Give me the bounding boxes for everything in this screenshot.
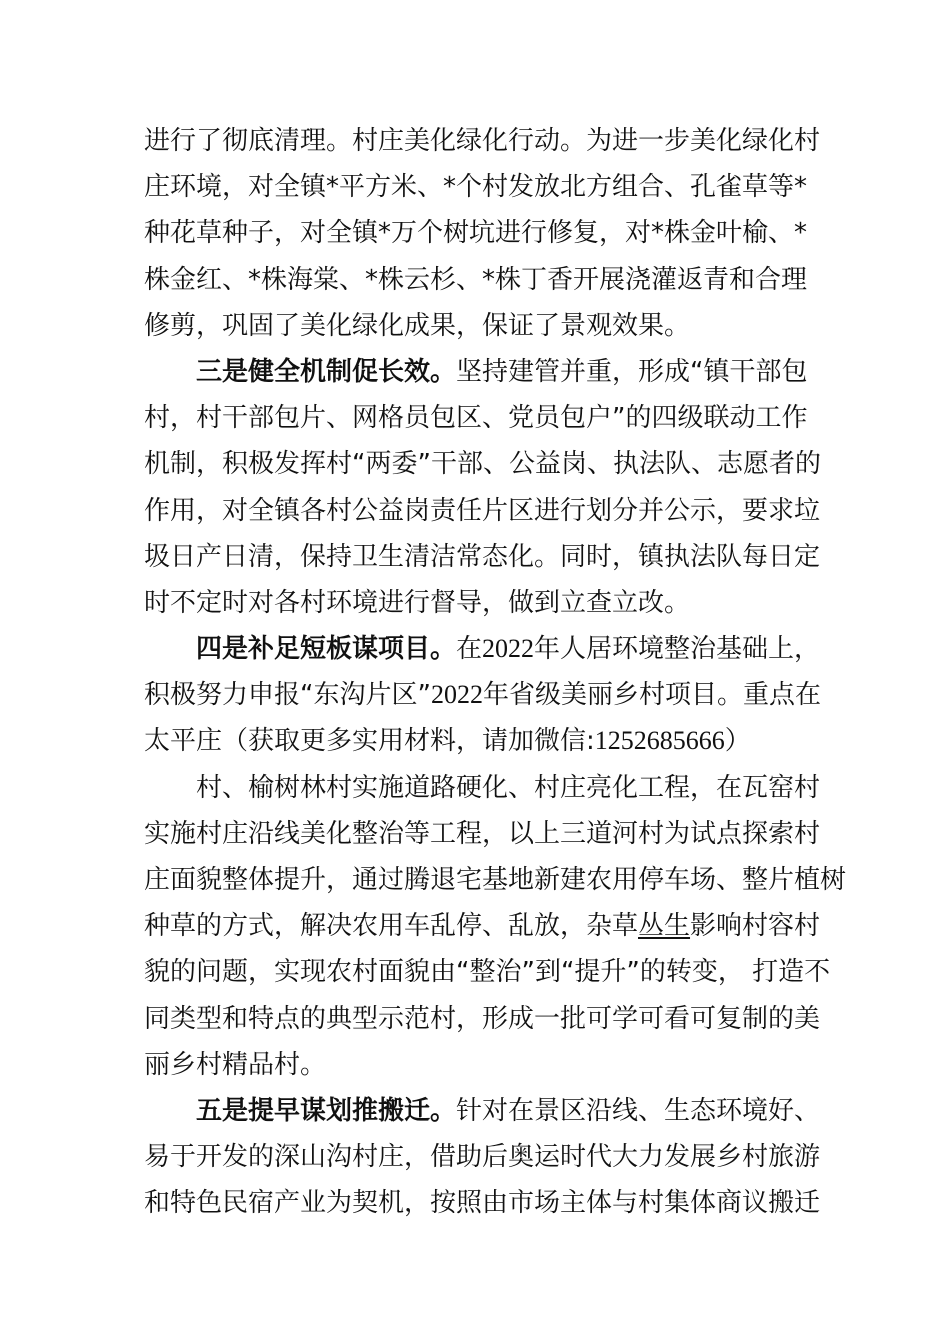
text-line: 时不定时对各村环境进行督导，做到立查立改。: [144, 587, 691, 618]
text-line: 村、榆树林村实施道路硬化、村庄亮化工程，在瓦窑村: [196, 772, 821, 803]
text-line: 同类型和特点的典型示范村，形成一批可学可看可复制的美: [144, 1003, 821, 1034]
text-line: 村，村干部包片、网格员包区、党员包户”的四级联动工作: [144, 403, 808, 434]
text-line: 作用，对全镇各村公益岗责任片区进行划分并公示，要求垃: [144, 495, 821, 526]
text-line: [144, 718, 814, 764]
text-line: 实施村庄沿线美化整治等工程，以上三道河村为试点探索村: [144, 818, 821, 849]
text-line: 庄环境，对全镇*平方米、*个村发放北方组合、孔雀草等*: [144, 172, 808, 203]
paragraph-heading: 五是提早谋划推搬迁。: [196, 1095, 457, 1126]
text-run: ）: [724, 726, 751, 757]
text-run: 影响村容村: [690, 911, 821, 942]
text-line: [144, 903, 821, 949]
paragraph-four-first-line: [144, 626, 821, 672]
text-line: 机制，积极发挥村“两委”干部、公益岗、执法队、志愿者的: [144, 449, 821, 480]
text-line: 种花草种子，对全镇*万个树坑进行修复，对*株金叶榆、*: [144, 218, 808, 249]
paragraph-heading: 四是补足短板谋项目。: [196, 634, 457, 665]
underlined-text: 丛生: [638, 911, 691, 942]
text-run: 太平庄（获取更多实用材料，请加微信:: [144, 726, 595, 757]
text-line: 貌的问题，实现农村面貌由“整治”到“提升”的转变， 打造不: [144, 957, 831, 988]
document-body: [144, 118, 847, 1227]
text-run: 种草的方式，解决农用车乱停、乱放，杂草: [144, 911, 639, 942]
text-line: 圾日产日清，保持卫生清洁常态化。同时，镇执法队每日定: [144, 541, 821, 572]
text-run: 年人居环境整治基础上，: [534, 634, 821, 665]
text-line: 易于开发的深山沟村庄，借助后奥运时代大力发展乡村旅游: [144, 1142, 821, 1173]
text-line: 丽乡村精品村。: [144, 1049, 327, 1080]
text-line: 株金红、*株海棠、*株云杉、*株丁香开展浇灌返青和合理: [144, 264, 808, 295]
paragraph-six-first-line: [144, 1088, 821, 1134]
text-run: 年省级美丽乡村项目。重点在: [482, 680, 821, 711]
text-run: 针对在景区沿线、生态环境好、: [456, 1095, 821, 1126]
paragraph-three-first-line: [144, 349, 814, 395]
paragraph-heading: 三是健全机制促长效。: [196, 356, 457, 387]
text-run: 在: [456, 634, 483, 665]
text-line: 庄面貌整体提升，通过腾退宅基地新建农用停车场、整片植树: [144, 865, 847, 895]
text-line: [144, 672, 821, 718]
wechat-number: 1252685666: [594, 726, 725, 756]
text-run: 积极努力申报“东沟片区”: [144, 680, 431, 711]
text-run: 坚持建管并重，形成“镇干部包: [456, 356, 808, 387]
text-line: 和特色民宿产业为契机，按照由市场主体与村集体商议搬迁: [144, 1188, 821, 1219]
year-number: 2022: [430, 680, 483, 710]
text-line: 修剪，巩固了美化绿化成果，保证了景观效果。: [144, 310, 691, 341]
text-line: 进行了彻底清理。村庄美化绿化行动。为进一步美化绿化村: [144, 126, 821, 156]
year-number: 2022: [482, 634, 535, 664]
